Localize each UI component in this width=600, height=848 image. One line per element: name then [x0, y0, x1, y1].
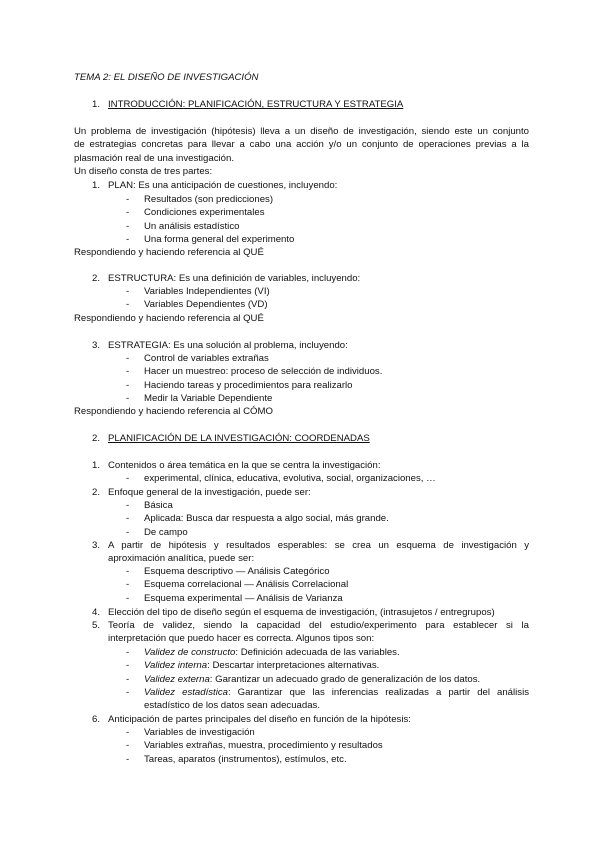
coordinate-5-text [108, 619, 529, 646]
section-number: 1. [92, 99, 101, 110]
text-line: interpretación que puedo hacer es correcta. Algunos tipos son: [108, 633, 375, 645]
coordinate-1 [92, 459, 381, 472]
intro-parts: Un diseño consta de tres partes: [74, 166, 213, 178]
part-estructura [92, 272, 361, 285]
estructura-reference: Respondiendo y haciendo referencia al QUÉ [74, 313, 264, 324]
item-label: ESTRATEGIA: Es una solución al problema, incluyendo: [108, 340, 348, 351]
validity-term: Validez estadística [144, 687, 228, 698]
coordinate-5 [92, 619, 108, 632]
estrategia-reference: Respondiendo y haciendo referencia al CÓMO [74, 406, 273, 417]
item-number: 6. [92, 714, 101, 725]
item-number: 2. [92, 273, 101, 284]
document-page: TEMA 2: EL DISEÑO DE INVESTIGACIÓN 1. INTRODUCCIÓN: PLANIFICACIÓN, ESTRUCTURA Y ESTRATEGIA Un problema de investigación (hipótesis) lleva a un diseño de investigación, siendo este un conjunto de estrategias concretas para llevar a cabo una acción y/o un conjunto de operaciones previas a la plasmación real de una investigación. Un diseño consta de tres partes: 1. PLAN: Es una anticipación de cuestiones, incluyendo: - Resultados (son predicciones) - Condiciones experimentales - Un análisis estadístico - Una forma general del experimento Respondiendo y haciendo referencia al QUÉ 2. ESTRUCTURA: Es una definición de variables, incluyendo: - Variables Independientes (VI) - Variables Dependientes (VD) Respondiendo y haciendo referencia al QUÉ 3. ESTRATEGIA: Es una solución al problema, incluyendo: - Control de variables extrañas - Hacer un muestreo: proceso de selección de individuos. - Haciendo tareas y procedimientos para realizarlo - Medir la Variable Dependiente Respondiendo y haciendo referencia al CÓMO 2. PLANIFICACIÓN DE LA INVESTIGACIÓN: COORDENADAS 1. Contenidos o área temática en la que se centra la investigación: - experimental, clínica, educativa, evolutiva, social, organizaciones, … 2. Enfoque general de la investigación, puede ser: - Básica - Aplicada: Busca dar respuesta a algo social, más grande. - De campo 3. A partir de hipótesis y resultados esperables: se crea un esquema de investigación y aproximación analítica, puede ser: - Esquema descriptivo — Análisis Categórico - Esquema correlacional — Análisis Correlacional - Esquema experimental — Análisis de Varianza 4. Elección del tipo de diseño según el esquema de investigación, (intrasujetos / entregrupos) 5. Teoría de validez, siendo la capacidad del estudio/experimento para establecer si la interpretación que puedo hacer es correcta. Algunos tipos son: - Validez de constructo: Definición adecuada de las variables. - Validez interna: Descartar interpretaciones alternativas. - Validez externa: Garantizar un adecuado grado de generalización de los datos. - Validez estadística: Garantizar que las inferencias realizadas a partir del análisis estadístico de los datos sean adecuadas. 6. Anticipación de partes principales del diseño en función de la hipótesis: - Variables de investigación - Variables extrañas, muestra, procedimiento y resultados - Tareas, aparatos (instrumentos), estímulos, etc. [74, 72, 530, 765]
validity-term: Validez de constructo [144, 647, 236, 658]
intro-line: Un problema de investigación (hipótesis) lleva a un diseño de investigación, siendo este un conjunto [74, 126, 529, 137]
coordinate-2 [92, 486, 311, 499]
section-heading-introduccion [92, 98, 403, 111]
section-number: 2. [92, 433, 101, 444]
intro-line: de estrategias concretas para llevar a cabo una acción y/o un conjunto de operaciones previas a la [74, 139, 529, 151]
intro-line: plasmación real de una investigación. [74, 152, 234, 164]
item-number: 1. [92, 180, 101, 191]
section-title: INTRODUCCIÓN: PLANIFICACIÓN, ESTRUCTURA Y ESTRATEGIA [108, 99, 404, 110]
section-heading-planificacion [92, 432, 370, 445]
item-number: 3. [92, 340, 101, 351]
item-number: 2. [92, 487, 101, 498]
item-number: 3. [92, 540, 101, 551]
item-label: ESTRUCTURA: Es una definición de variables, incluyendo: [108, 273, 361, 284]
text-line: Teoría de validez, siendo la capacidad del estudio/experimento para establecer si la [108, 620, 529, 631]
item-number: 5. [92, 620, 101, 631]
item-label: Anticipación de partes principales del diseño en función de la hipótesis: [108, 714, 411, 725]
item-label: Contenidos o área temática en la que se centra la investigación: [108, 460, 381, 471]
coordinate-6 [92, 713, 411, 726]
item-label: Elección del tipo de diseño según el esquema de investigación, (intrasujetos / entregrupos) [108, 607, 495, 618]
validity-term: Validez interna [144, 660, 208, 672]
coordinate-3 [92, 539, 108, 552]
item-number: 1. [92, 460, 101, 471]
plan-reference: Respondiendo y haciendo referencia al QUÉ [74, 247, 264, 258]
item-label: PLAN: Es una anticipación de cuestiones, incluyendo: [108, 180, 338, 191]
intro-paragraph [74, 125, 529, 179]
validity-term: Validez externa [144, 673, 210, 685]
text-line: A partir de hipótesis y resultados esperables: se crea un esquema de investigación y [108, 540, 529, 551]
item-label: Enfoque general de la investigación, puede ser: [108, 487, 311, 498]
page-title: TEMA 2: EL DISEÑO DE INVESTIGACIÓN [74, 72, 259, 83]
coordinate-3-text [108, 539, 529, 566]
coordinate-4 [92, 606, 495, 619]
section-title: PLANIFICACIÓN DE LA INVESTIGACIÓN: COORDENADAS [108, 433, 370, 444]
part-estrategia [92, 339, 348, 352]
item-number: 4. [92, 607, 101, 618]
part-plan [92, 179, 338, 192]
text-line: aproximación analítica, puede ser: [108, 553, 255, 565]
